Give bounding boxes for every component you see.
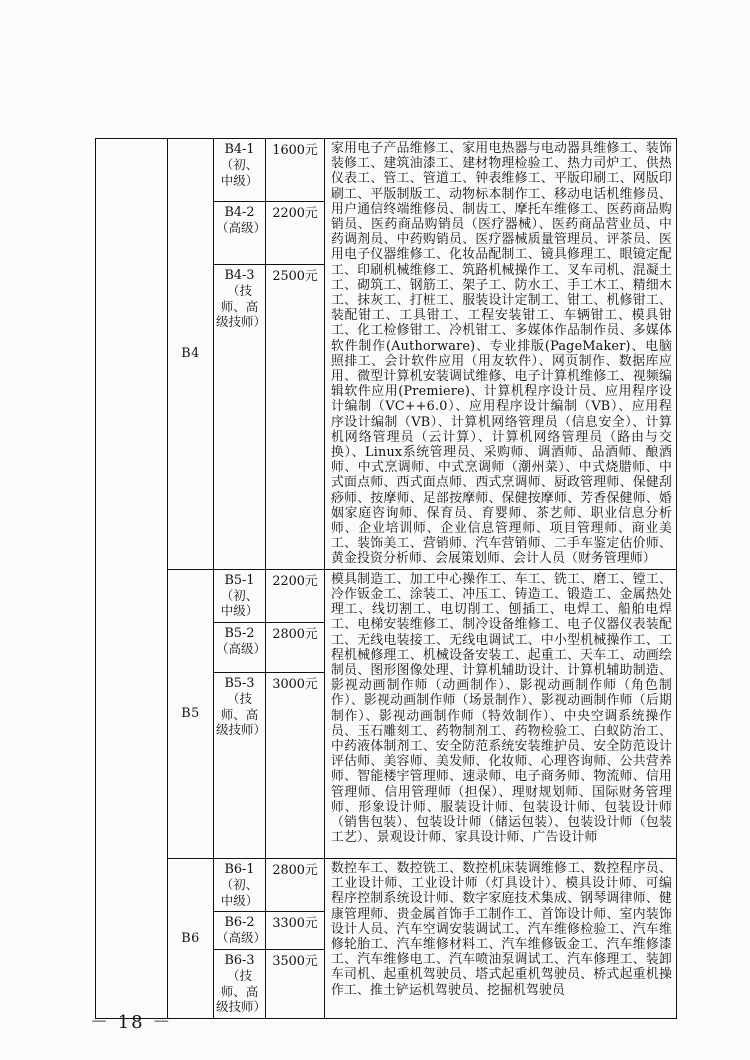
subcategory-cell bbox=[214, 912, 266, 950]
amount-cell: 3000元 bbox=[266, 672, 325, 858]
category-cell: B6 bbox=[168, 858, 214, 1018]
subcategory-level: （技师、高级技师） bbox=[216, 283, 267, 330]
amount-cell: 2200元 bbox=[266, 202, 325, 265]
subcategory-code: B5-1 bbox=[224, 572, 255, 588]
subcategory-level: （初、中级） bbox=[220, 877, 259, 908]
amount-cell: 2200元 bbox=[266, 569, 325, 622]
page-number: － 18 － bbox=[90, 1012, 173, 1033]
subcategory-level: （初、中级） bbox=[220, 157, 259, 188]
occupation-list: 数控车工、数控铣工、数控机床装调维修工、数控程序员、工业设计师、工业设计师（灯具设计）、模具设计师、可编程序控制系统设计师、数字家庭技术集成、钢琴调律师、健康管理师、贵金属首饰手工制作工、首饰设计师、室内装饰设计人员、汽车空调安装调试工、汽车维修检验工、汽车维修轮胎工、汽车维修材料工、汽车维修钣金工、汽车维修漆工、汽车维修电工、汽车喷油泵调试工、汽车修理工、装卸车司机、起重机驾驶员、塔式起重机驾驶员、桥式起重机操作工、推土铲运机驾驶员、挖掘机驾驶员 bbox=[325, 858, 677, 1018]
subcategory-level: （技师、高级技师） bbox=[216, 968, 267, 1014]
table-row bbox=[96, 139, 677, 202]
subcategory-cell bbox=[214, 139, 266, 202]
category-cell: B4 bbox=[168, 139, 214, 570]
subcategory-cell bbox=[214, 622, 266, 672]
amount-cell: 2500元 bbox=[266, 265, 325, 570]
occupation-subsidy-table bbox=[95, 138, 677, 1019]
occupation-list: 模具制造工、加工中心操作工、车工、铣工、磨工、镗工、冷作钣金工、涂装工、冲压工、铸造工、锻造工、金属热处理工、线切割工、电切削工、刨插工、电焊工、船舶电焊工、电梯安装维修工、制冷设备维修工、电子仪器仪表装配工、无线电装接工、无线电调试工、中小型机械操作工、工程机械修理工、机械设备安装工、起重工、天车工、动画绘制员、图形图像处理、计算机辅助设计、计算机辅助制造、影视动画制作师（动画制作）、影视动画制作师（角色制作）、影视动画制作师（场景制作）、影视动画制作师（后期制作）、影视动画制作师（特效制作）、中央空调系统操作员、玉石雕刻工、药物制剂工、药物检验工、白蚁防治工、中药液体制剂工、安全防范系统安装维护员、安全防范设计评估师、美容师、美发师、化妆师、心理咨询师、公共营养师、智能楼宇管理师、速录师、电子商务师、物流师、信用管理师、信用管理师（担保）、理财规划师、国际财务管理师、形象设计师、服装设计师、包装设计师、包装设计师（销售包装）、包装设计师（储运包装）、包装设计师（包装工艺）、景观设计师、家具设计师、广告设计师 bbox=[325, 569, 677, 858]
table-row bbox=[96, 858, 677, 911]
amount-cell: 3500元 bbox=[266, 949, 325, 1018]
subcategory-code: B5-3 bbox=[224, 675, 255, 691]
subcategory-cell bbox=[214, 202, 266, 265]
amount-cell: 2800元 bbox=[266, 858, 325, 911]
subcategory-code: B6-2 bbox=[224, 915, 255, 931]
subcategory-cell bbox=[214, 265, 266, 570]
subcategory-level: （初、中级） bbox=[220, 587, 259, 619]
subcategory-code: B5-2 bbox=[224, 625, 255, 641]
subcategory-cell bbox=[214, 949, 266, 1018]
subcategory-level: （技师、高级技师） bbox=[216, 691, 267, 738]
category-cell: B5 bbox=[168, 569, 214, 858]
subcategory-code: B4-1 bbox=[224, 142, 255, 157]
subcategory-code: B4-3 bbox=[224, 268, 255, 284]
amount-cell: 3300元 bbox=[266, 912, 325, 950]
subcategory-level: （高级） bbox=[216, 641, 267, 657]
subcategory-level: （高级） bbox=[216, 930, 267, 946]
table-row bbox=[96, 569, 677, 622]
subcategory-code: B6-3 bbox=[224, 952, 255, 968]
occupation-list: 家用电子产品维修工、家用电热器与电动器具维修工、装饰装修工、建筑油漆工、建材物理检验工、热力司炉工、供热仪表工、管工、管道工、钟表维修工、平版印刷工、网版印刷工、平版制版工、动物标本制作工、移动电话机维修员、用户通信终端维修员、制齿工、摩托车维修工、医药商品购销员、医药商品购销员（医疗器械）、医药商品营业员、中药调剂员、中药购销员、医疗器械质量管理员、评茶员、医用电子仪器维修工、化妆品配制工、镜具修理工、眼镜定配工、印刷机械维修工、筑路机械操作工、叉车司机、混凝土工、砌筑工、钢筋工、架子工、防水工、手工木工、精细木工、抹灰工、打桩工、服装设计定制工、钳工、机修钳工、装配钳工、工具钳工、工程安装钳工、车辆钳工、模具钳工、化工检修钳工、冷机钳工、多媒体作品制作员、多媒体软件制作(Authorware)、专业排版(PageMaker)、电脑照排工、会计软件应用（用友软件）、网页制作、数据库应用、微型计算机安装调试维修、电子计算机维修工、视频编辑软件应用(Premiere)、计算机程序设计员、应用程序设计编制（VC++6.0）、应用程序设计编制（VB）、应用程序设计编制（VB）、计算机网络管理员（信息安全）、计算机网络管理员（云计算）、计算机网络管理员（路由与交换）、Linux系统管理员、采购师、调酒师、品酒师、酿酒师、中式烹调师、中式烹调师（潮州菜）、中式烧腊师、中式面点师、西式面点师、西式烹调师、厨政管理师、保健刮痧师、按摩师、足部按摩师、保健按摩师、芳香保健师、婚姻家庭咨询师、保育员、育婴师、茶艺师、职业信息分析师、企业培训师、企业信息管理师、项目管理师、商业美工、装饰美工、营销师、汽车营销师、二手车鉴定估价师、黄金投资分析师、会展策划师、会计人员（财务管理师） bbox=[325, 139, 677, 570]
subcategory-level: （高级） bbox=[216, 220, 267, 236]
subcategory-cell bbox=[214, 672, 266, 858]
blank-column-cell bbox=[96, 139, 168, 1019]
amount-cell: 2800元 bbox=[266, 622, 325, 672]
subcategory-code: B6-1 bbox=[224, 861, 255, 877]
subcategory-cell bbox=[214, 569, 266, 622]
amount-cell: 1600元 bbox=[266, 139, 325, 202]
subcategory-cell bbox=[214, 858, 266, 911]
subcategory-code: B4-2 bbox=[224, 205, 255, 221]
